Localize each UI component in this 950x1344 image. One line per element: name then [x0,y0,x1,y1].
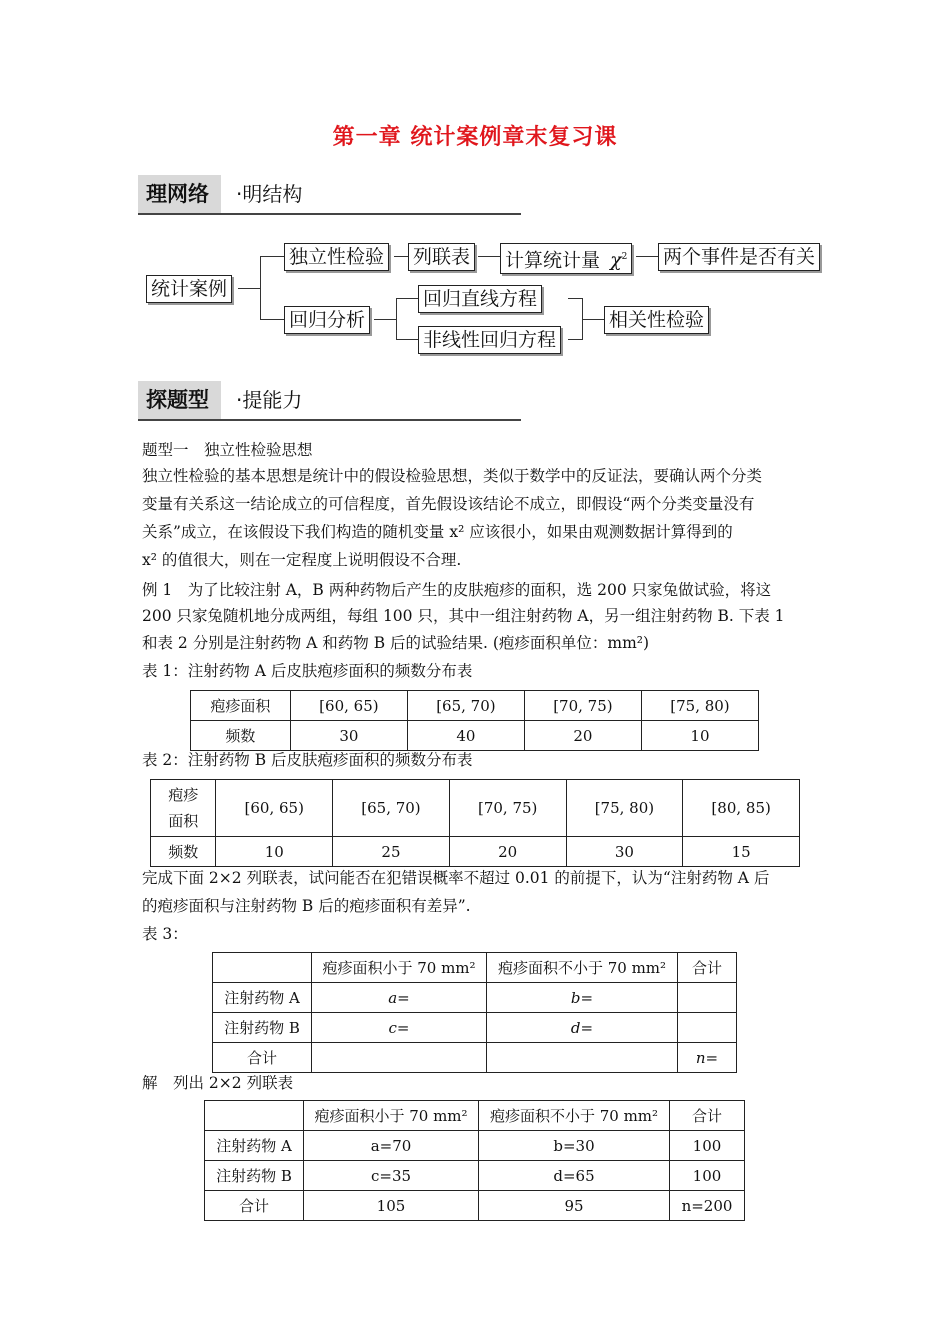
table-cell [213,953,312,983]
paragraph-line: x² 的值很大，则在一定程度上说明假设不合理. [142,551,462,569]
table-row [205,1191,745,1221]
table-cell: 频数 [151,837,216,867]
table2 [150,779,800,867]
example-line: 例 1 为了比较注射 A，B 两种药物后产生的皮肤疱疹的面积，选 200 只家兔做试验，将这 [142,581,772,599]
question-line: 完成下面 2×2 列联表，试问能否在犯错误概率不超过 0.01 的前提下，认为“注射药物 A 后 [142,869,770,887]
table-cell: 30 [566,837,683,867]
table-cell: 10 [641,721,758,751]
paragraph-line: 独立性检验的基本思想是统计中的假设检验思想，类似于数学中的反证法，要确认两个分类 [142,467,763,485]
table-row [205,1161,745,1191]
section-header-network [138,175,521,215]
table-cell: [60, 65) [290,691,407,721]
table4 [204,1100,745,1221]
table-cell: 注射药物 A [213,983,312,1013]
table3 [212,952,737,1073]
table-cell: 合计 [678,953,737,983]
node-relation: 两个事件是否有关 [658,243,820,271]
connector [636,256,658,257]
connector [396,298,418,299]
node-contingency-table: 列联表 [408,243,475,271]
table-cell: 疱疹面积 [191,691,291,721]
node-root: 统计案例 [146,275,232,303]
table-cell: 100 [670,1161,745,1191]
paragraph-line: 变量有关系这一结论成立的可信程度，首先假设该结论不成立，即假设“两个分类变量没有 [142,495,755,513]
header-line: 疱疹 [168,786,199,804]
table1 [190,690,759,751]
table-cell: 疱疹面积不小于 70 mm² [479,1101,670,1131]
table3-caption: 表 3： [142,925,188,943]
chi-superscript: 2 [621,252,628,262]
table-cell: [60, 65) [216,780,333,837]
table-cell: d=65 [479,1161,670,1191]
chi-symbol: χ [610,249,622,272]
table-cell: 25 [333,837,450,867]
example-line: 和表 2 分别是注射药物 A 和药物 B 后的试验结果. (疱疹面积单位：mm²) [142,634,650,652]
table-cell: a=70 [304,1131,479,1161]
table-row [191,721,759,751]
table-cell: 30 [290,721,407,751]
node-linear-regression: 回归直线方程 [418,285,542,313]
example-line: 200 只家兔随机地分成两组，每组 100 只，其中一组注射药物 A，另一组注射药物 B. 下表 1 [142,607,785,625]
table-cell [678,1013,737,1043]
table-row [151,837,800,867]
table-cell: [65, 70) [333,780,450,837]
node-correlation-test: 相关性检验 [604,306,709,334]
table-row [213,953,737,983]
table-row [213,1043,737,1073]
table-cell: 95 [479,1191,670,1221]
question-line: 的疱疹面积与注射药物 B 后的疱疹面积有差异”. [142,897,471,915]
table-row [151,780,800,837]
table-cell: 20 [524,721,641,751]
connector [396,339,418,340]
table-row [213,983,737,1013]
table-cell [151,780,216,837]
page-title: 第一章 统计案例章末复习课 [332,125,618,150]
table-cell: n= [678,1043,737,1073]
table-cell: [70, 75) [524,691,641,721]
table-cell: 注射药物 B [205,1161,304,1191]
connector [238,288,260,289]
table-row [205,1131,745,1161]
node-nonlinear-regression: 非线性回归方程 [418,326,561,354]
table-cell: [70, 75) [449,780,566,837]
table-cell: 15 [683,837,800,867]
connector [582,319,604,320]
table-row [205,1101,745,1131]
header-line: 面积 [168,812,199,830]
connector [568,339,582,340]
table-cell: 疱疹面积小于 70 mm² [304,1101,479,1131]
table-cell: b=30 [479,1131,670,1161]
table-cell: d= [487,1013,678,1043]
table1-caption: 表 1：注射药物 A 后皮肤疱疹面积的频数分布表 [142,662,473,680]
table-cell: 合计 [213,1043,312,1073]
table-cell: 疱疹面积小于 70 mm² [312,953,487,983]
node-compute-statistic [500,243,632,274]
table-cell: 注射药物 A [205,1131,304,1161]
table-row [213,1013,737,1043]
table-row [191,691,759,721]
node-independence-test: 独立性检验 [284,243,389,271]
connector [478,256,500,257]
table-cell: [75, 80) [641,691,758,721]
table2-caption: 表 2：注射药物 B 后皮肤疱疹面积的频数分布表 [142,751,473,769]
connector [396,298,397,340]
table-cell [487,1043,678,1073]
section-tag: 探题型 [138,381,221,419]
table-cell: 注射药物 B [213,1013,312,1043]
table-cell: 10 [216,837,333,867]
table-cell: [75, 80) [566,780,683,837]
section-subtitle: ·提能力 [236,388,303,412]
table-cell: 频数 [191,721,291,751]
table-cell: 105 [304,1191,479,1221]
table-cell: 40 [407,721,524,751]
connector [260,319,284,320]
table-cell: 合计 [670,1101,745,1131]
node-compute-label: 计算统计量 [505,249,601,272]
table-cell: 疱疹面积不小于 70 mm² [487,953,678,983]
table-cell: [80, 85) [683,780,800,837]
table-cell [205,1101,304,1131]
solution-line: 解 列出 2×2 列联表 [142,1074,294,1092]
connector [394,256,408,257]
table-cell: n=200 [670,1191,745,1221]
section-tag: 理网络 [138,175,221,213]
table-cell [678,983,737,1013]
table-cell: c=35 [304,1161,479,1191]
section-subtitle: ·明结构 [236,182,303,206]
section-header-types [138,381,521,421]
table-cell: [65, 70) [407,691,524,721]
connector [260,256,261,320]
table-cell: a= [312,983,487,1013]
table-cell: 100 [670,1131,745,1161]
connector [374,319,396,320]
paragraph-line: 关系”成立，在该假设下我们构造的随机变量 x² 应该很小，如果由观测数据计算得到的 [142,523,733,541]
table-cell: 合计 [205,1191,304,1221]
table-cell: c= [312,1013,487,1043]
table-cell: b= [487,983,678,1013]
table-cell: 20 [449,837,566,867]
node-regression-analysis: 回归分析 [284,306,370,334]
connector [568,298,582,299]
connector [260,256,284,257]
table-cell [312,1043,487,1073]
type-heading: 题型一 独立性检验思想 [142,441,313,459]
